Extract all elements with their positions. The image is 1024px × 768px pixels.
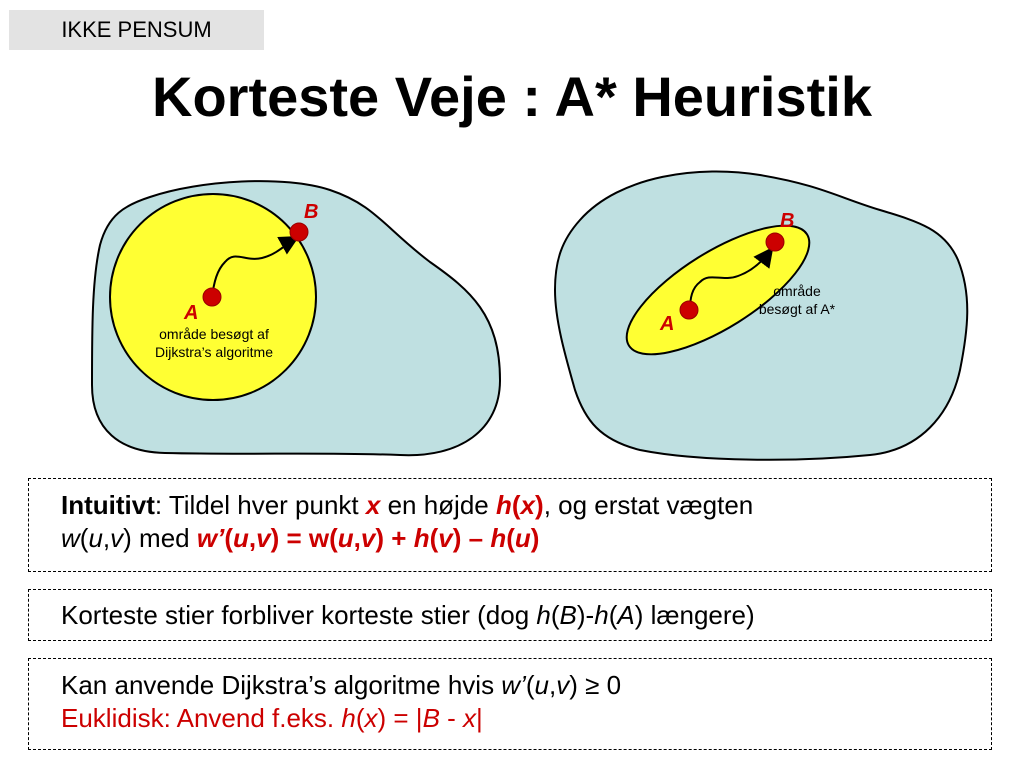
dj-text-2: ) ≥ 0 [569,670,622,700]
w-arg-u: u [88,523,103,553]
dj-u: u [534,670,549,700]
f-p8: ) [530,523,540,553]
sp-text-1: Korteste stier forbliver korteste stier (dog [61,600,537,630]
wprime-symbol: w’ [196,523,225,553]
dj-v: v [556,670,570,700]
h-paren-close: ) [535,490,544,520]
sp-text-2: ) længere) [634,600,755,630]
right-diagram [555,171,967,459]
f-p2: ) [270,523,280,553]
intuition-text-4: med [131,523,197,553]
right-caption-line2: besøgt af A* [758,301,836,317]
f-v2: v [360,523,376,553]
f-h2: h [490,523,507,553]
eu-B: B [422,703,440,733]
f-h1: h [413,523,430,553]
right-caption-line1: område [773,283,821,299]
f-c1: , [248,523,257,553]
h-symbol: h [495,490,512,520]
euclid-line [61,702,991,735]
f-plus: + [384,523,414,553]
x-symbol: x [365,490,381,520]
right-label-a: A [660,313,675,335]
f-u1: u [232,523,249,553]
intuition-text-1: : Tildel hver punkt [154,490,366,520]
slide-title: Korteste Veje : A* Heuristik [152,65,872,128]
right-label-b: B [780,210,795,232]
left-node-a [203,288,221,306]
eu-x1: x [364,703,378,733]
sp-h1: h [536,600,551,630]
left-label-b: B [304,201,319,223]
f-p3: ( [329,523,338,553]
right-node-b [766,233,784,251]
dijkstra-line1 [61,669,991,702]
intuition-text-2: en højde [380,490,496,520]
eu-text-3: - [439,703,464,733]
f-u2: u [337,523,354,553]
sp-sep: )- [576,600,595,630]
sp-h2: h [594,600,609,630]
dj-wprime: w’ [501,670,526,700]
eu-x2: x [463,703,477,733]
sp-p1: ( [550,600,560,630]
shortest-paths-box [28,589,992,641]
h-arg-x: x [520,490,536,520]
f-v1: v [256,523,271,553]
eu-p1: ( [355,703,365,733]
left-diagram [92,181,500,455]
intuition-line2 [61,522,991,555]
w-comma: , [102,523,111,553]
dj-p1: ( [525,670,535,700]
f-p6: ) [452,523,462,553]
sp-A: A [617,600,635,630]
f-p4: ) [375,523,385,553]
f-eq: = w [279,523,330,553]
w-arg-v: v [110,523,124,553]
left-caption-line1: område besøgt af [159,326,269,342]
w-paren-open: ( [79,523,89,553]
left-label-a: A [184,302,199,324]
eu-end: | [476,703,483,733]
eu-h: h [341,703,356,733]
intuition-box [28,478,992,572]
w-paren-close: ) [123,523,132,553]
dijkstra-box [28,658,992,750]
f-p7: ( [506,523,515,553]
h-paren-open: ( [511,490,521,520]
right-node-a [680,301,698,319]
f-p5: ( [429,523,439,553]
sp-p2: ( [608,600,618,630]
eu-text-1: Euklidisk: Anvend f.eks. [61,703,342,733]
left-caption-line2: Dijkstra’s algoritme [155,344,273,360]
w-symbol: w [61,523,80,553]
sp-B: B [559,600,577,630]
intuition-text-3: , og erstat vægten [543,490,754,520]
ikke-pensum-tag: IKKE PENSUM [9,10,264,50]
dj-c: , [549,670,557,700]
eu-text-2: ) = | [377,703,423,733]
dj-text-1: Kan anvende Dijkstra’s algoritme hvis [61,670,502,700]
intuition-bold-word: Intuitivt [61,490,155,520]
f-p1: ( [224,523,233,553]
left-node-b [290,223,308,241]
f-v3: v [438,523,453,553]
f-c2: , [353,523,361,553]
f-u3: u [514,523,531,553]
intuition-line1 [61,489,991,522]
f-minus: – [461,523,491,553]
